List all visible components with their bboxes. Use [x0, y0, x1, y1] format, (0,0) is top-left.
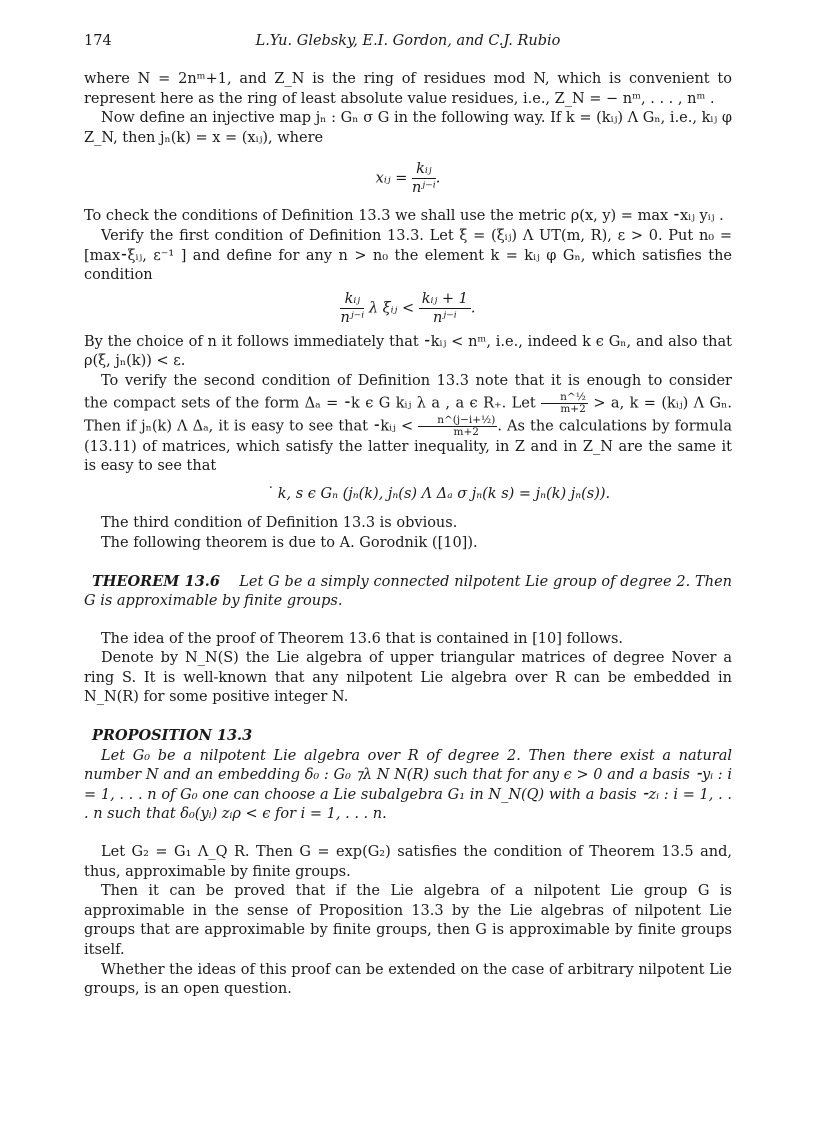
equation-homomorphism: ˙ k, s ϵ Gₙ (jₙ(k), jₙ(s) Λ Δₐ σ jₙ(k s) = jₙ(k) jₙ(s)). — [265, 485, 611, 502]
inequality-tail: . — [470, 300, 476, 317]
theorem-13-6 — [84, 572, 732, 612]
paragraph-second-condition — [84, 372, 732, 477]
inline-fraction-n-half — [541, 392, 588, 415]
spacer — [84, 554, 732, 572]
article-body — [84, 70, 732, 1000]
proposition-heading: PROPOSITION 13.3 — [92, 727, 253, 745]
fraction-numerator: n^½ — [541, 392, 588, 404]
fraction-numerator: kᵢⱼ + 1 — [419, 290, 471, 309]
inequality-right-fraction — [419, 290, 471, 327]
running-head: L.Yu. Glebsky, E.I. Gordon, and C.J. Rubio — [255, 33, 561, 49]
paragraph-open-question: Whether the ideas of this proof can be extended on the case of arbitrary nilpotent Lie groups, is an open question. — [84, 961, 732, 998]
paragraph-gorodnik: The following theorem is due to A. Gorodnik ([10]). — [101, 534, 478, 551]
theorem-text: Let G be a simply connected nilpotent Lie group of degree 2. Then G is approximable by finite groups. — [84, 573, 732, 610]
spacer — [84, 825, 732, 843]
paragraph-lie-algebra-approx: Then it can be proved that if the Lie algebra of a nilpotent Lie group G is approximable in the sense of Proposition 13.3 by the Lie algebras of nilpotent Lie groups that are approximable by finite groups, then G is approximable by finite groups itself. — [84, 883, 732, 958]
page-number: 174 — [84, 33, 112, 49]
paragraph-first-condition: Verify the first condition of Definition 13.3. Let ξ = (ξᵢⱼ) Λ UT(m, R), ε > 0. Put n₀ = [max⁃ξᵢⱼ, ε⁻¹ ] and define for any n > n₀ the element k = kᵢⱼ φ Gₙ, which satisfies the condition — [84, 227, 732, 284]
theorem-label: THEOREM 13.6 — [92, 572, 220, 590]
fraction-numerator: kᵢⱼ — [412, 160, 436, 179]
page-header — [84, 33, 732, 53]
equation-x-ij-lhs: xᵢⱼ = — [375, 170, 408, 187]
inequality-left-fraction — [340, 290, 364, 327]
proposition-text: Let G₀ be a nilpotent Lie algebra over R of degree 2. Then there exist a natural number N and an embedding δ₀ : G₀ ⁊λ N N(R) such that for any ϵ > 0 and a basis ⁃yᵢ : i = 1, . . . n of G₀ one can choose a Lie subalgebra G₁ in N_N(Q) with a basis ⁃zᵢ : i = 1, . . . n such that δ₀(yᵢ) zᵢρ < ϵ for i = 1, . . . n. — [84, 747, 732, 823]
equation-x-ij-fraction — [412, 160, 436, 197]
second-condition-text-b: > a, k = (kᵢⱼ) Λ Gₙ. Then if jₙ(k) Λ Δₐ, it is easy to see that ⁃kᵢⱼ < — [84, 395, 733, 435]
paragraph-third-condition: The third condition of Definition 13.3 is obvious. — [101, 515, 458, 532]
second-condition-text-a: To verify the second condition of Definition 13.3 note that it is enough to consider the compact sets of the form Δₐ = ⁃k ϵ G kᵢⱼ λ a , a ϵ R₊. Let — [84, 372, 732, 412]
fraction-denominator: nʲ⁻ⁱ — [432, 309, 457, 326]
fraction-denominator: m+2 — [560, 402, 586, 415]
proposition-label — [84, 726, 732, 747]
paragraph-exp-g2: Let G₂ = G₁ Λ_Q R. Then G = exp(G₂) satisfies the condition of Theorem 13.5 and, thus, approximable by finite groups. — [84, 844, 732, 880]
spacer — [84, 708, 732, 726]
equation-x-ij-tail: . — [435, 170, 441, 187]
fraction-numerator: kᵢⱼ — [340, 290, 364, 309]
paragraph-metric: To check the conditions of Definition 13.3 we shall use the metric ρ(x, y) = max ⁃xᵢⱼ yᵢⱼ . — [84, 208, 724, 225]
paragraph-injective-map: Now define an injective map jₙ : Gₙ σ G in the following way. If k = (kᵢⱼ) Λ Gₙ, i.e., kᵢⱼ φ Z_N, then jₙ(k) = x = (xᵢⱼ), where — [84, 110, 732, 146]
paragraph-upper-triangular: Denote by N_N(S) the Lie algebra of upper triangular matrices of degree Nover a ring S. It is well-known that any nilpotent Lie algebra over R can be embedded in N_N(R) for some positive integer N. — [84, 650, 732, 706]
paragraph-choice-of-n: By the choice of n it follows immediately that ⁃kᵢⱼ < nᵐ, i.e., indeed k ϵ Gₙ, and also that ρ(ξ, jₙ(k)) < ε. — [84, 333, 732, 370]
equation-x-ij — [84, 160, 732, 197]
inline-fraction-n-power — [418, 415, 497, 438]
inequality-middle: λ ξᵢⱼ < — [368, 300, 415, 317]
paragraph-proof-idea: The idea of the proof of Theorem 13.6 that is contained in [10] follows. — [101, 630, 624, 647]
fraction-denominator: nʲ⁻ⁱ — [340, 309, 365, 326]
equation-inequality — [84, 290, 732, 327]
fraction-denominator: nʲ⁻ⁱ — [411, 180, 436, 197]
fraction-numerator: n^(j−i+½) — [418, 415, 497, 427]
second-condition-text-c: . As the calculations by formula (13.11) of matrices, which satisfy the latter inequality, in Z and in Z_N are the same it is easy to see that — [84, 418, 733, 475]
spacer — [84, 612, 732, 630]
fraction-denominator: m+2 — [453, 425, 479, 438]
paragraph-ring-residues: where N = 2nᵐ+1, and Z_N is the ring of residues mod N, which is convenient to represent here as the ring of least absolute value residues, i.e., Z_N = − nᵐ, . . . , nᵐ . — [84, 71, 732, 107]
